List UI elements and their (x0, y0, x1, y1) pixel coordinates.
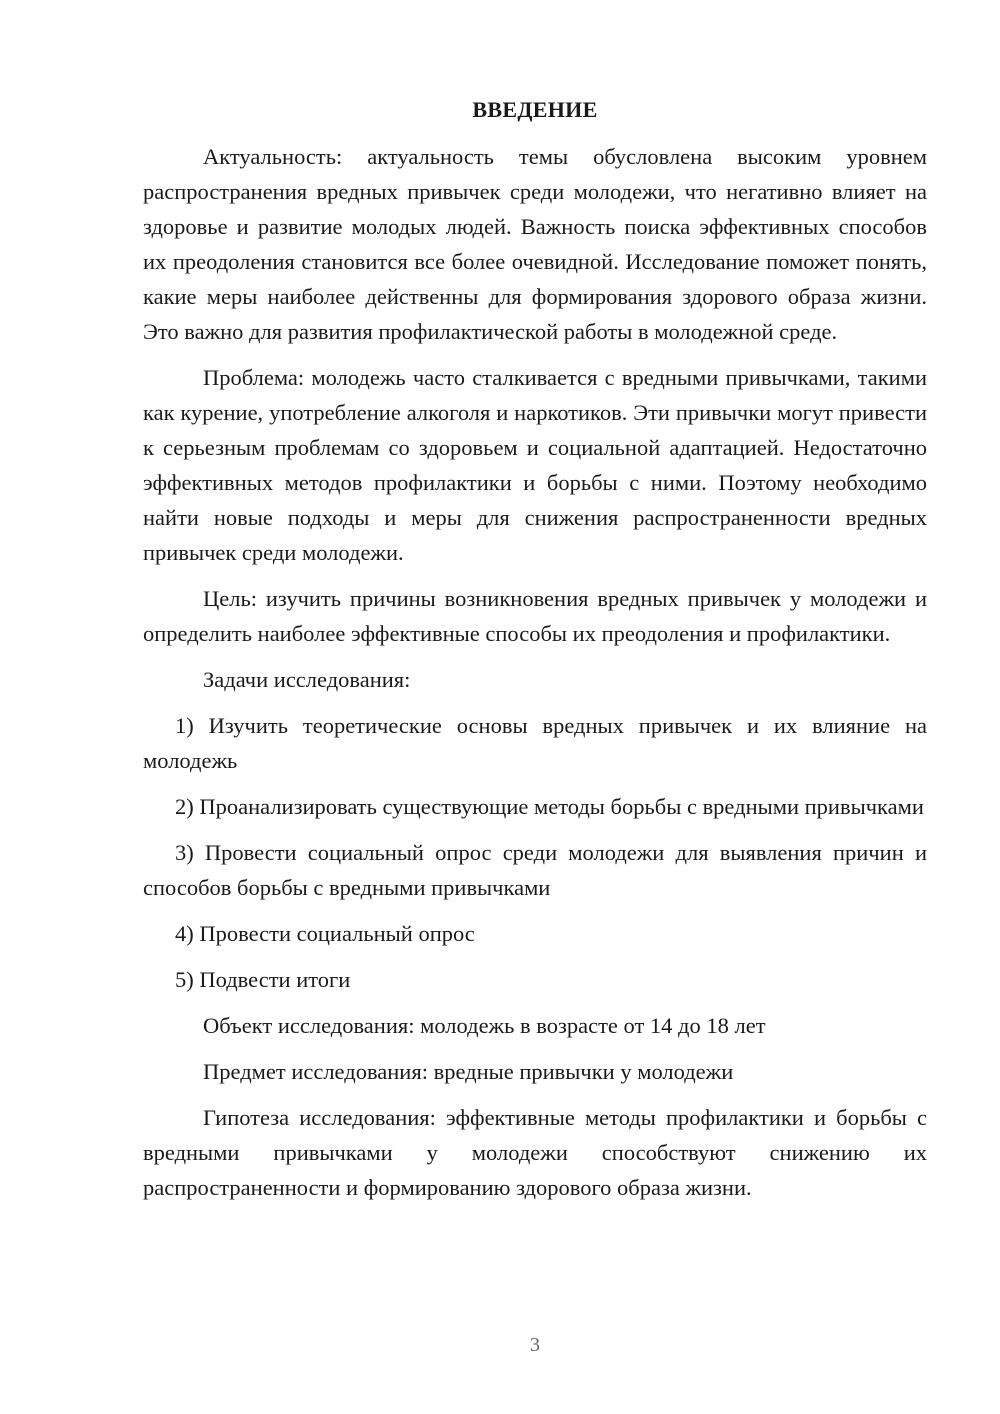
task-item-5: 5) Подвести итоги (175, 967, 351, 992)
research-object: Объект исследования: молодежь в возрасте от 14 до 18 лет (203, 1013, 766, 1038)
page-number: 3 (530, 1334, 540, 1356)
section-title: ВВЕДЕНИЕ (472, 97, 598, 122)
task-item-1: 1) Изучить теоретические основы вредных привычек и их влияние на молодежь (143, 713, 927, 773)
research-hypothesis: Гипотеза исследования: эффективные методы профилактики и борьбы с вредными привычками у молодежи способствуют снижению их распространенности и формированию здорового образа жизни. (143, 1105, 927, 1200)
task-item-4: 4) Провести социальный опрос (175, 921, 475, 946)
goal-paragraph: Цель: изучить причины возникновения вредных привычек у молодежи и определить наиболее эффективные способы их преодоления и профилактики. (143, 586, 927, 646)
task-item-2: 2) Проанализировать существующие методы борьбы с вредными привычками (175, 794, 924, 819)
research-subject: Предмет исследования: вредные привычки у молодежи (203, 1059, 734, 1084)
document-page (143, 92, 927, 1216)
relevance-paragraph: Актуальность: актуальность темы обусловлена высоким уровнем распространения вредных привычек среди молодежи, что негативно влияет на здоровье и развитие молодых людей. Важность поиска эффективных способов их преодоления становится все более очевидной. Исследование поможет понять, какие меры наиболее действенны для формирования здорового образа жизни. Это важно для развития профилактической работы в молодежной среде. (143, 144, 927, 344)
problem-paragraph: Проблема: молодежь часто сталкивается с вредными привычками, такими как курение, употребление алкоголя и наркотиков. Эти привычки могут привести к серьезным проблемам со здоровьем и социальной адаптацией. Недостаточно эффективных методов профилактики и борьбы с ними. Поэтому необходимо найти новые подходы и меры для снижения распространенности вредных привычек среди молодежи. (143, 365, 927, 565)
task-item-3: 3) Провести социальный опрос среди молодежи для выявления причин и способов борьбы с вредными привычками (143, 840, 927, 900)
tasks-heading: Задачи исследования: (203, 667, 411, 692)
